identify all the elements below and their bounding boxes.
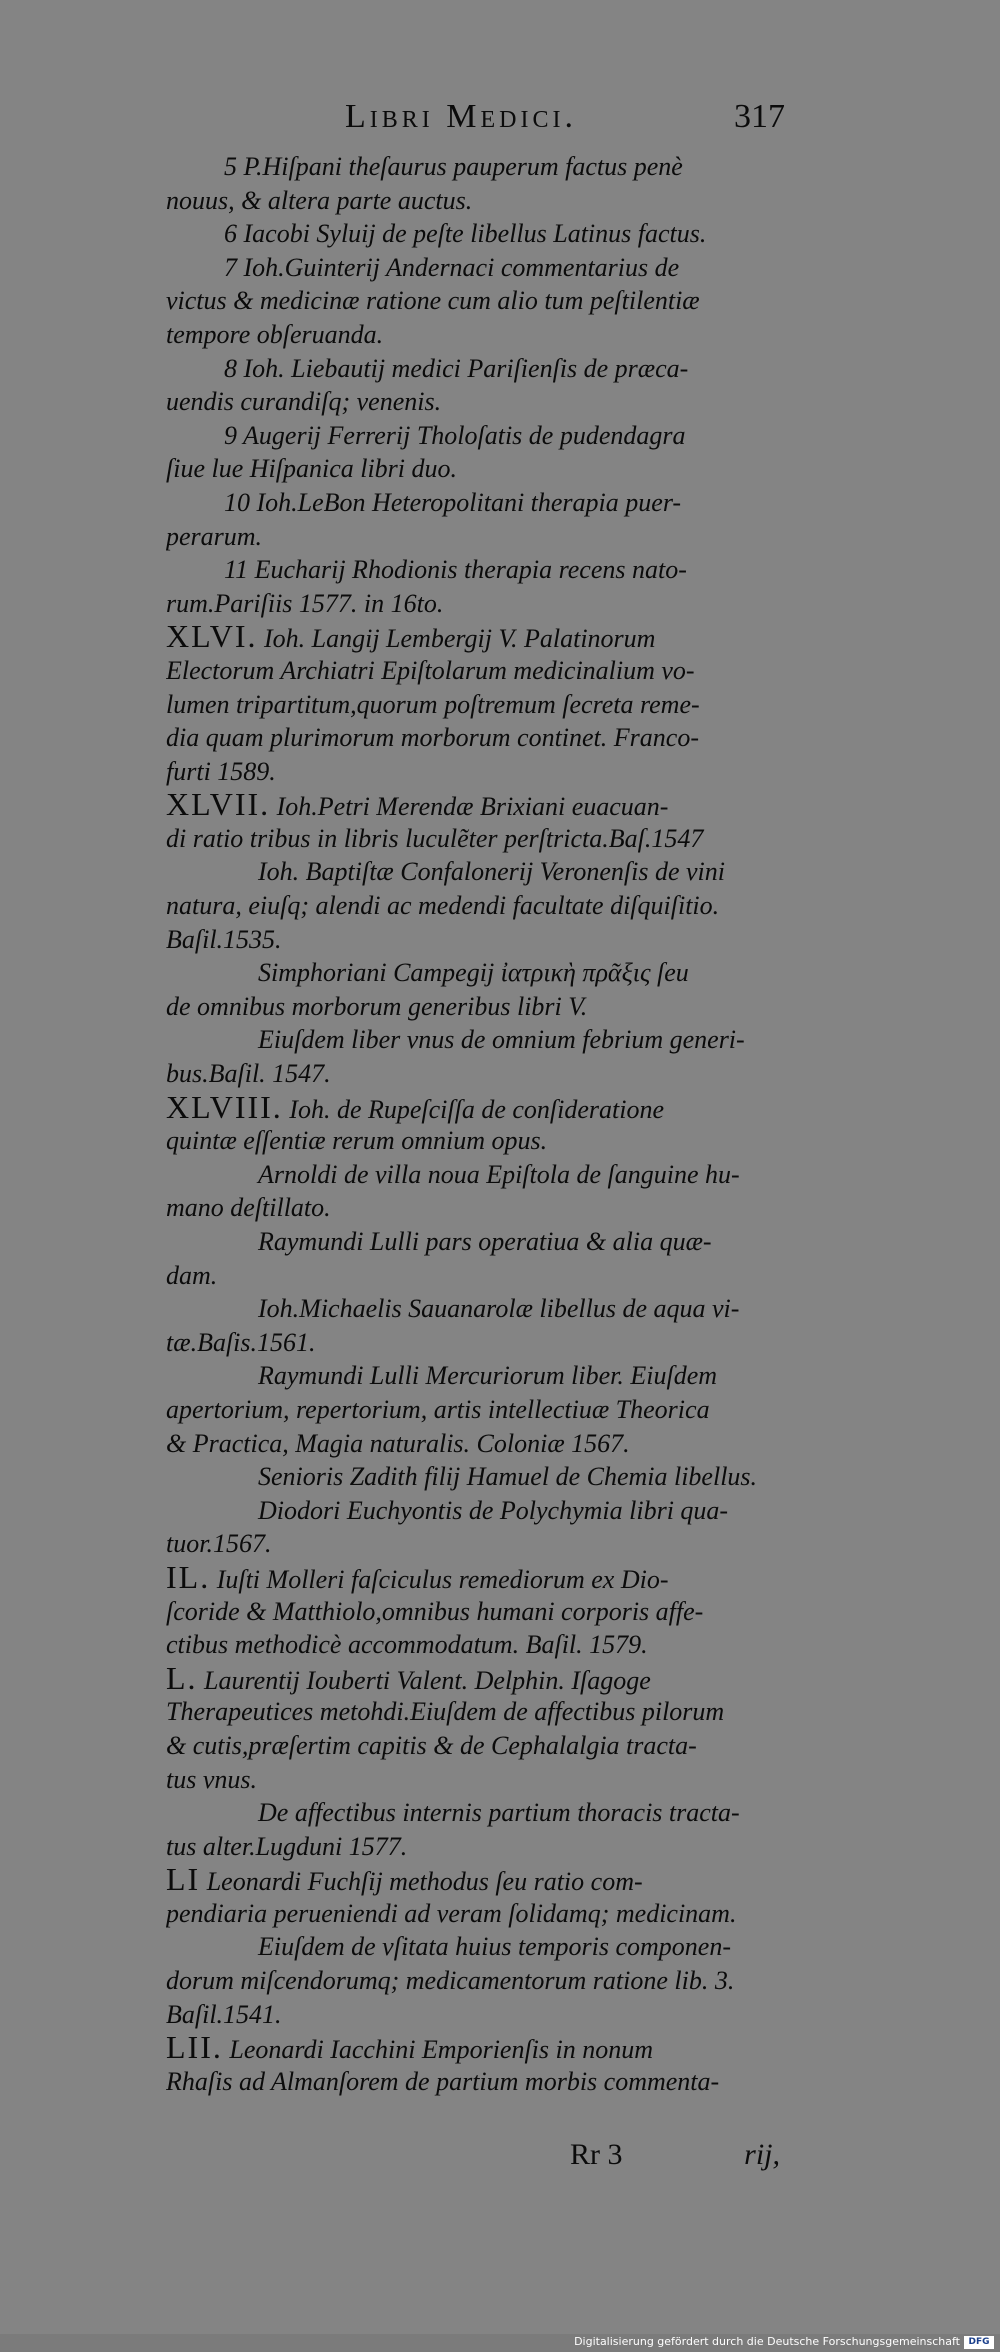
text-line: 5 P.Hiſpani theſaurus pauperum factus penè	[224, 152, 683, 181]
running-header	[345, 94, 785, 140]
text-line: furti 1589.	[166, 756, 276, 786]
section-number: IL.	[166, 1560, 211, 1595]
text-line: di ratio tribus in libris luculẽter perſtricta.Baſ.1547	[166, 823, 704, 853]
text-line: Baſil.1541.	[166, 1999, 282, 2029]
text-line: Electorum Archiatri Epiſtolarum medicinalium vo-	[166, 655, 695, 685]
text-line: tæ.Baſis.1561.	[166, 1327, 316, 1357]
page-number: 317	[734, 98, 785, 135]
text-line: 9 Augerij Ferrerij Tholoſatis de pudendagra	[224, 420, 686, 450]
text-line: tus alter.Lugduni 1577.	[166, 1831, 408, 1861]
text-line: uendis curandiſq; venenis.	[166, 387, 442, 417]
text-line: De affectibus internis partium thoracis tracta-	[258, 1798, 740, 1828]
text-line: & Practica, Magia naturalis. Coloniæ 1567.	[166, 1428, 630, 1458]
text-line: apertorium, repertorium, artis intellectiuæ Theorica	[166, 1394, 710, 1424]
section-text: Iuſti Molleri faſciculus remediorum ex Dio-	[210, 1564, 669, 1594]
section-entry-line	[166, 2031, 778, 2065]
text-line: Rhaſis ad Almanſorem de partium morbis commenta-	[166, 2066, 720, 2096]
text-line: tempore obſeruanda.	[166, 319, 384, 349]
text-line: Eiuſdem liber vnus de omnium febrium generi-	[258, 1025, 745, 1055]
dfg-logo-icon: DFG	[964, 2336, 994, 2349]
section-number: L.	[166, 1661, 198, 1696]
text-line: Senioris Zadith filij Hamuel de Chemia libellus.	[258, 1462, 758, 1492]
text-line: tus vnus.	[166, 1764, 257, 1794]
text-line: natura, eiuſq; alendi ac medendi facultate diſquiſitio.	[166, 891, 720, 921]
text-line: nouus, & altera parte auctus.	[166, 185, 473, 215]
signature-mark: Rr 3	[570, 2138, 623, 2171]
bibliography-text	[166, 150, 778, 2098]
text-line: Therapeutices metohdi.Eiuſdem de affectibus pilorum	[166, 1697, 725, 1727]
text-line: victus & medicinæ ratione cum alio tum peſtilentiæ	[166, 286, 700, 316]
section-entry-line	[166, 1091, 778, 1125]
text-line: bus.Baſil. 1547.	[166, 1059, 331, 1089]
text-line: mano deſtillato.	[166, 1193, 331, 1223]
section-number: LI	[166, 1863, 201, 1897]
digitization-credit: Digitalisierung gefördert durch die Deutsche Forschungsgemeinschaft	[574, 2335, 960, 2348]
text-line: Arnoldi de villa noua Epiſtola de ſanguine hu-	[258, 1159, 740, 1189]
text-line: pendiaria perueniendi ad veram ſolidamq; medicinam.	[166, 1898, 737, 1928]
text-line: rum.Pariſiis 1577. in 16to.	[166, 588, 444, 618]
section-number: XLVIII.	[166, 1090, 283, 1125]
text-line: Ioh. Baptiſtæ Confalonerij Veronenſis de vini	[258, 857, 725, 887]
section-entry-line	[166, 1863, 778, 1897]
text-line: ſiue lue Hiſpanica libri duo.	[166, 454, 458, 484]
text-line: ſcoride & Matthiolo,omnibus humani corporis affe-	[166, 1596, 704, 1626]
section-entry-line	[166, 1662, 778, 1696]
text-line: tuor.1567.	[166, 1529, 272, 1559]
section-text: Ioh.Petri Merendæ Brixiani euacuan-	[270, 792, 669, 822]
text-line: 10 Ioh.LeBon Heteropolitani therapia puer-	[224, 487, 682, 517]
page-footer	[570, 2138, 790, 2178]
text-line: 7 Ioh.Guinterij Andernaci commentarius de	[224, 252, 680, 282]
section-entry-line	[166, 788, 778, 822]
text-line: Eiuſdem de vſitata huius temporis componen-	[258, 1932, 731, 1962]
text-line: 6 Iacobi Syluij de peſte libellus Latinus factus.	[224, 219, 707, 249]
text-line: dam.	[166, 1260, 218, 1290]
text-line: quintæ eſſentiæ rerum omnium opus.	[166, 1126, 548, 1156]
section-entry-line	[166, 620, 778, 654]
text-line: 8 Ioh. Liebautij medici Pariſienſis de præca-	[224, 353, 689, 383]
section-number: LII.	[166, 2031, 223, 2065]
text-line: Raymundi Lulli pars operatiua & alia quæ-	[258, 1227, 712, 1256]
section-number: XLVII.	[166, 788, 271, 822]
text-line: Baſil.1535.	[166, 924, 282, 954]
text-line: Simphoriani Campegij ἰατρικὴ πρᾶξις ſeu	[258, 958, 689, 988]
text-line: Ioh.Michaelis Sauanarolæ libellus de aqua vi-	[258, 1294, 740, 1324]
section-text: Leonardi Fuchſij methodus ſeu ratio com-	[200, 1867, 643, 1897]
digitization-credit-bar	[0, 2334, 1000, 2352]
section-text: Laurentij Iouberti Valent. Delphin. Iſagoge	[197, 1665, 651, 1695]
text-line: lumen tripartitum,quorum poſtremum ſecreta reme-	[166, 689, 700, 719]
text-line: Raymundi Lulli Mercuriorum liber. Eiuſdem	[258, 1361, 718, 1391]
section-text: Ioh. Langij Lembergij V. Palatinorum	[257, 624, 656, 654]
section-number: XLVI.	[166, 620, 258, 654]
catchword: rij,	[744, 2138, 780, 2171]
text-line: dorum miſcendorumq; medicamentorum ratione lib. 3.	[166, 1966, 735, 1996]
text-line: 11 Eucharij Rhodionis therapia recens nato-	[224, 555, 687, 585]
running-title: Libri Medici.	[345, 98, 577, 135]
text-line: ctibus methodicè accommodatum. Baſil. 1579.	[166, 1630, 648, 1660]
text-line: perarum.	[166, 521, 263, 551]
text-line: de omnibus morborum generibus libri V.	[166, 991, 588, 1021]
section-entry-line	[166, 1561, 778, 1595]
text-line: dia quam plurimorum morborum continet. Franco-	[166, 723, 699, 753]
section-text: Ioh. de Rupeſciſſa de conſideratione	[282, 1094, 665, 1124]
section-text: Leonardi Iacchini Emporienſis in nonum	[222, 2035, 654, 2065]
text-line: & cutis,præſertim capitis & de Cephalalgia tracta-	[166, 1730, 697, 1760]
text-line: Diodori Euchyontis de Polychymia libri qua-	[258, 1495, 729, 1525]
